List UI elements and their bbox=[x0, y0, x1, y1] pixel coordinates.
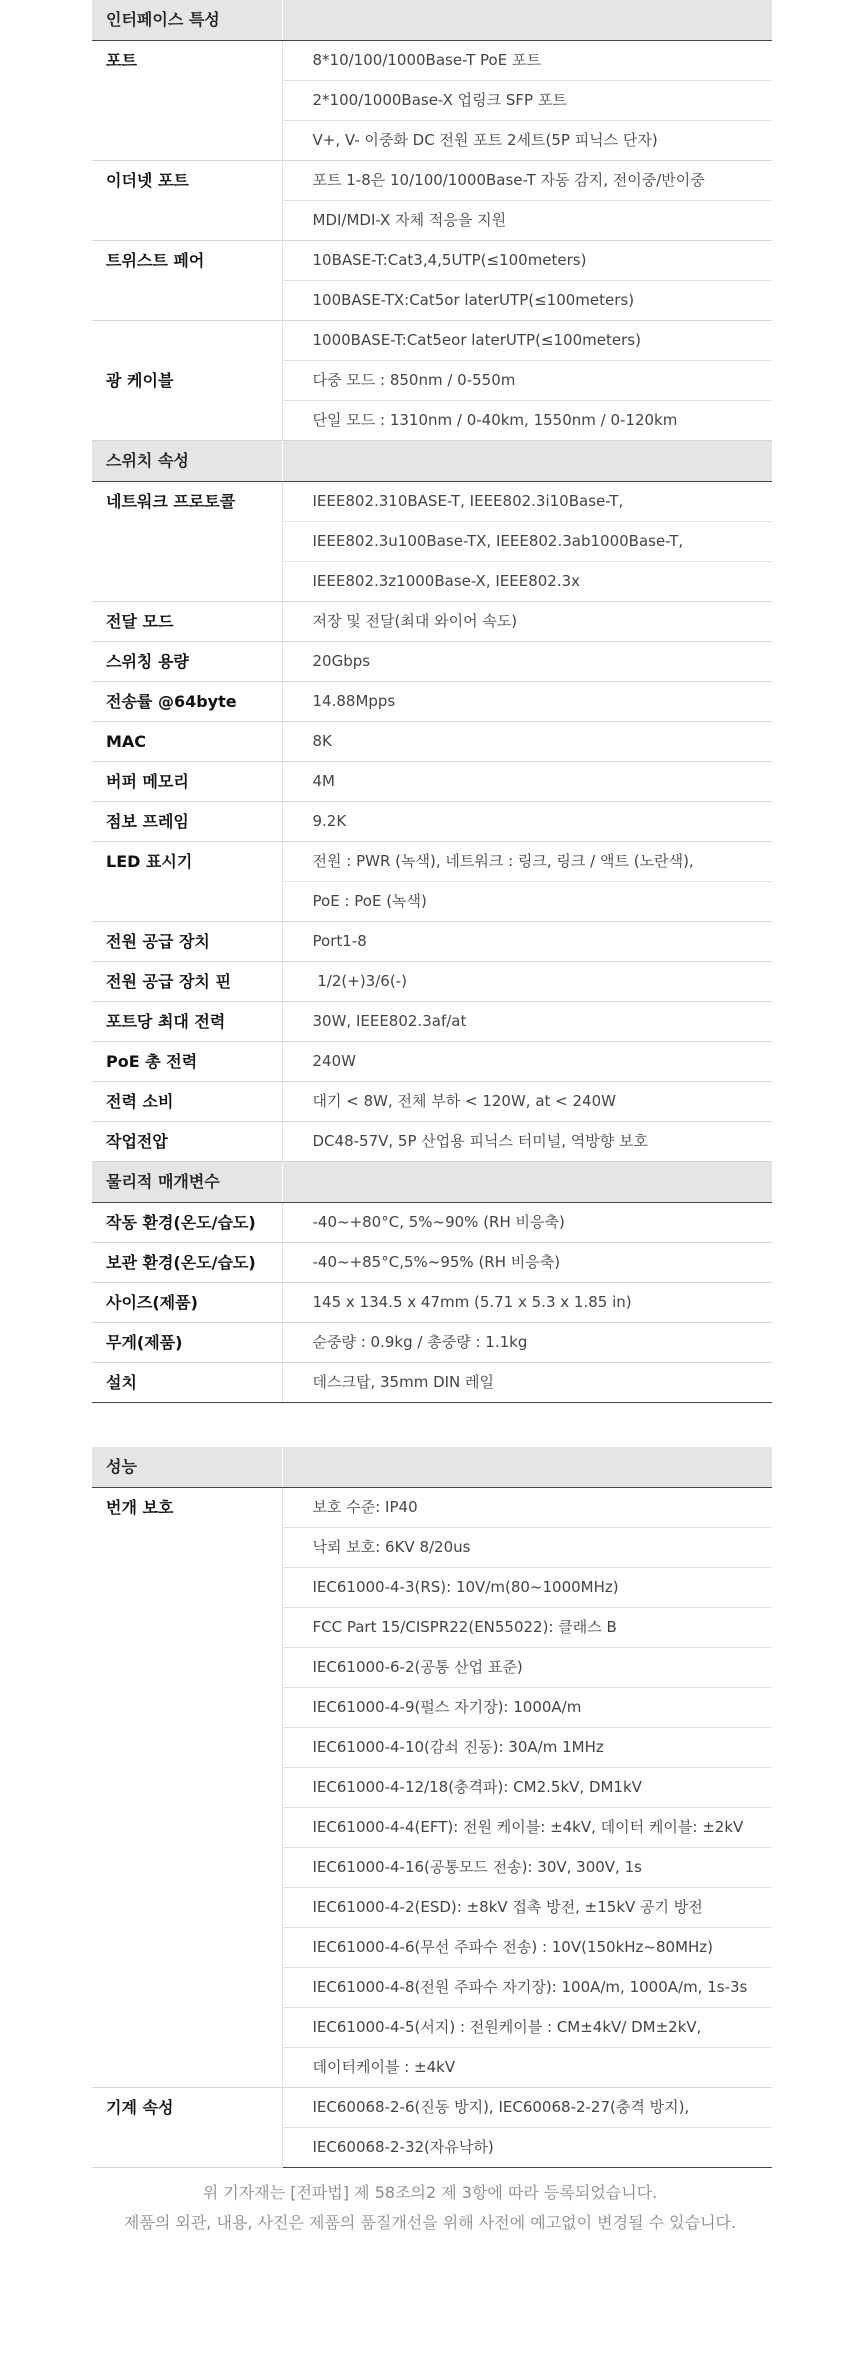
spec-label-twisted-pair: 트위스트 페어 bbox=[92, 241, 282, 321]
spec-value: IEEE802.310BASE-T, IEEE802.3i10Base-T, bbox=[282, 482, 772, 522]
spec-label: 전달 모드 bbox=[92, 602, 282, 642]
spec-value: 20Gbps bbox=[282, 642, 772, 682]
section-header-interface bbox=[92, 0, 772, 41]
spec-row bbox=[92, 842, 772, 882]
spec-label: 설치 bbox=[92, 1363, 282, 1403]
spec-value: IEC61000-4-6(무선 주파수 전송) : 10V(150kHz~80MHz) bbox=[282, 1928, 772, 1968]
spec-value: 낙뢰 보호: 6KV 8/20us bbox=[282, 1528, 772, 1568]
section-header-performance bbox=[92, 1447, 772, 1488]
spec-table-main bbox=[92, 0, 772, 1403]
spec-value: IEC61000-4-12/18(충격파): CM2.5kV, DM1kV bbox=[282, 1768, 772, 1808]
spec-label: 무게(제품) bbox=[92, 1323, 282, 1363]
spec-label-ethernet: 이더넷 포트 bbox=[92, 161, 282, 241]
spec-value: IEC61000-4-16(공통모드 전송): 30V, 300V, 1s bbox=[282, 1848, 772, 1888]
section-title: 성능 bbox=[92, 1447, 282, 1488]
spec-row bbox=[92, 1363, 772, 1403]
spec-row bbox=[92, 762, 772, 802]
spec-value: 8*10/100/1000Base-T PoE 포트 bbox=[282, 41, 772, 81]
section-title: 인터페이스 특성 bbox=[92, 0, 282, 41]
spec-row bbox=[92, 482, 772, 522]
spec-value: IEC61000-4-5(서지) : 전원케이블 : CM±4kV/ DM±2kV, bbox=[282, 2008, 772, 2048]
spec-row bbox=[92, 1203, 772, 1243]
spec-value: IEC61000-4-3(RS): 10V/m(80~1000MHz) bbox=[282, 1568, 772, 1608]
spec-row bbox=[92, 1243, 772, 1283]
spec-value: -40~+80°C, 5%~90% (RH 비응축) bbox=[282, 1203, 772, 1243]
spec-label-lightning: 번개 보호 bbox=[92, 1488, 282, 2088]
spec-value: IEC61000-6-2(공통 산업 표준) bbox=[282, 1648, 772, 1688]
footnote-registration: 위 기자재는 [전파법] 제 58조의2 제 3항에 따라 등록되었습니다. bbox=[202, 2183, 658, 2202]
spec-value: 10BASE-T:Cat3,4,5UTP(≤100meters) bbox=[282, 241, 772, 281]
spec-value: 240W bbox=[282, 1042, 772, 1082]
spec-label-port: 포트 bbox=[92, 41, 282, 161]
spec-value: 145 x 134.5 x 47mm (5.71 x 5.3 x 1.85 in) bbox=[282, 1283, 772, 1323]
spec-row bbox=[92, 962, 772, 1002]
spec-row bbox=[92, 241, 772, 281]
spec-row bbox=[92, 682, 772, 722]
spec-value: DC48-57V, 5P 산업용 피닉스 터미널, 역방향 보호 bbox=[282, 1122, 772, 1162]
spec-label: 스위칭 용량 bbox=[92, 642, 282, 682]
spec-row bbox=[92, 1323, 772, 1363]
spec-row bbox=[92, 1002, 772, 1042]
spec-value: IEC61000-4-9(펄스 자기장): 1000A/m bbox=[282, 1688, 772, 1728]
spec-value: IEC61000-4-10(감쇠 진동): 30A/m 1MHz bbox=[282, 1728, 772, 1768]
spec-value: IEC61000-4-4(EFT): 전원 케이블: ±4kV, 데이터 케이블: ±2kV bbox=[282, 1808, 772, 1848]
spec-value: 순중량 : 0.9kg / 총중량 : 1.1kg bbox=[282, 1323, 772, 1363]
spec-value: 전원 : PWR (녹색), 네트워크 : 링크, 링크 / 액트 (노란색), bbox=[282, 842, 772, 882]
spec-value: 4M bbox=[282, 762, 772, 802]
spec-value: 2*100/1000Base-X 업링크 SFP 포트 bbox=[282, 81, 772, 121]
spec-label: 전송률 @64byte bbox=[92, 682, 282, 722]
section-header-physical bbox=[92, 1162, 772, 1203]
spec-row bbox=[92, 802, 772, 842]
spec-value: 30W, IEEE802.3af/at bbox=[282, 1002, 772, 1042]
spec-label: PoE 총 전력 bbox=[92, 1042, 282, 1082]
spec-row bbox=[92, 1283, 772, 1323]
spec-label: 포트당 최대 전력 bbox=[92, 1002, 282, 1042]
spec-value: IEEE802.3z1000Base-X, IEEE802.3x bbox=[282, 562, 772, 602]
spec-label: 버퍼 메모리 bbox=[92, 762, 282, 802]
spec-label: 사이즈(제품) bbox=[92, 1283, 282, 1323]
spec-label: 작동 환경(온도/습도) bbox=[92, 1203, 282, 1243]
spec-value: 데이터케이블 : ±4kV bbox=[282, 2048, 772, 2088]
spec-row bbox=[92, 1042, 772, 1082]
spec-value: 대기 < 8W, 전체 부하 < 120W, at < 240W bbox=[282, 1082, 772, 1122]
section-title: 물리적 매개변수 bbox=[92, 1162, 282, 1203]
spec-value: 보호 수준: IP40 bbox=[282, 1488, 772, 1528]
spec-value: IEC60068-2-32(자유낙하) bbox=[282, 2128, 772, 2168]
spec-value: IEC61000-4-8(전원 주파수 자기장): 100A/m, 1000A/m, 1s-3s bbox=[282, 1968, 772, 2008]
spec-row bbox=[92, 321, 772, 361]
spec-value: 8K bbox=[282, 722, 772, 762]
spec-value: Port1-8 bbox=[282, 922, 772, 962]
spec-value: 14.88Mpps bbox=[282, 682, 772, 722]
spec-label: 점보 프레임 bbox=[92, 802, 282, 842]
spec-value: V+, V- 이중화 DC 전원 포트 2세트(5P 피닉스 단자) bbox=[282, 121, 772, 161]
spec-row bbox=[92, 602, 772, 642]
spec-value: FCC Part 15/CISPR22(EN55022): 클래스 B bbox=[282, 1608, 772, 1648]
spec-label-protocol: 네트워크 프로토콜 bbox=[92, 482, 282, 602]
spec-table-performance bbox=[92, 1447, 772, 2168]
spec-value: 데스크탑, 35mm DIN 레일 bbox=[282, 1363, 772, 1403]
spec-row bbox=[92, 161, 772, 201]
spec-label: 작업전압 bbox=[92, 1122, 282, 1162]
spec-row bbox=[92, 922, 772, 962]
spec-row bbox=[92, 642, 772, 682]
spec-value: 포트 1-8은 10/100/1000Base-T 자동 감지, 전이중/반이중 bbox=[282, 161, 772, 201]
spec-value: 9.2K bbox=[282, 802, 772, 842]
spec-value: IEEE802.3u100Base-TX, IEEE802.3ab1000Base-T, bbox=[282, 522, 772, 562]
spec-value: -40~+85°C,5%~95% (RH 비응축) bbox=[282, 1243, 772, 1283]
spec-label: 전력 소비 bbox=[92, 1082, 282, 1122]
spec-label: 전원 공급 장치 핀 bbox=[92, 962, 282, 1002]
spec-label-optical: 광 케이블 bbox=[92, 321, 282, 441]
spec-row bbox=[92, 1488, 772, 1528]
spec-row bbox=[92, 722, 772, 762]
section-header-switch bbox=[92, 441, 772, 482]
spec-label-led: LED 표시기 bbox=[92, 842, 282, 922]
spec-row bbox=[92, 1082, 772, 1122]
spec-value: 1000BASE-T:Cat5eor laterUTP(≤100meters) bbox=[282, 321, 772, 361]
footnote-disclaimer: 제품의 외관, 내용, 사진은 제품의 품질개선을 위해 사전에 예고없이 변경될 수 있습니다. bbox=[123, 2213, 737, 2232]
spec-value: 저장 및 전달(최대 와이어 속도) bbox=[282, 602, 772, 642]
spec-value: 100BASE-TX:Cat5or laterUTP(≤100meters) bbox=[282, 281, 772, 321]
spec-label: 전원 공급 장치 bbox=[92, 922, 282, 962]
spec-label: 보관 환경(온도/습도) bbox=[92, 1243, 282, 1283]
spec-value: 단일 모드 : 1310nm / 0-40km, 1550nm / 0-120km bbox=[282, 401, 772, 441]
spec-value: 1/2(+)3/6(-) bbox=[282, 962, 772, 1002]
spec-value: 다중 모드 : 850nm / 0-550m bbox=[282, 361, 772, 401]
spec-label: MAC bbox=[92, 722, 282, 762]
spec-row bbox=[92, 41, 772, 81]
spec-label-mechanical: 기계 속성 bbox=[92, 2088, 282, 2168]
spec-row bbox=[92, 2088, 772, 2128]
section-title: 스위치 속성 bbox=[92, 441, 282, 482]
spec-value: IEC61000-4-2(ESD): ±8kV 접촉 방전, ±15kV 공기 방전 bbox=[282, 1888, 772, 1928]
spec-row bbox=[92, 1122, 772, 1162]
footnote bbox=[0, 2178, 860, 2238]
spec-value: MDI/MDI-X 자체 적응을 지원 bbox=[282, 201, 772, 241]
spec-value: PoE : PoE (녹색) bbox=[282, 882, 772, 922]
spec-value: IEC60068-2-6(진동 방지), IEC60068-2-27(충격 방지), bbox=[282, 2088, 772, 2128]
